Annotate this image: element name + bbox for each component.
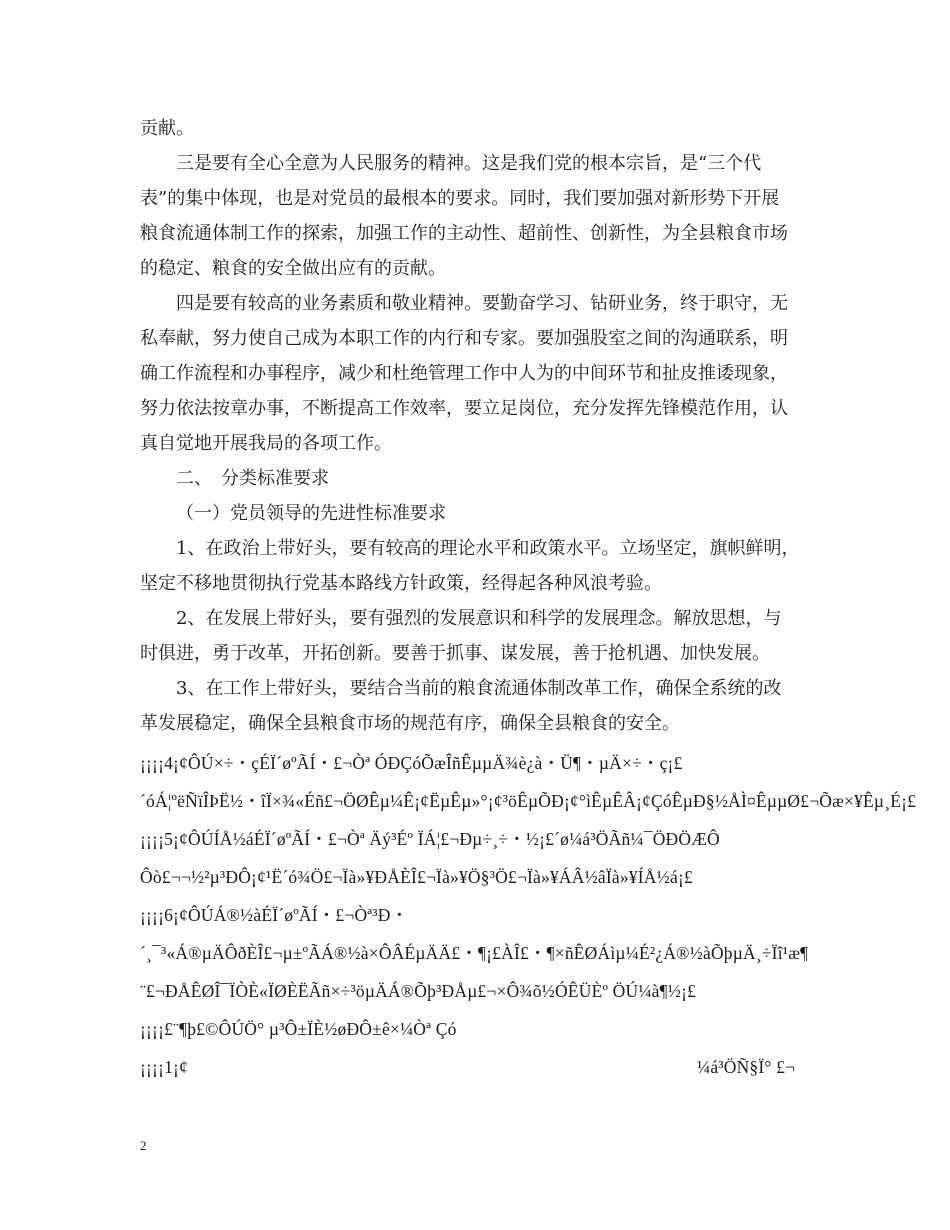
paragraph-3-start: 三是要有全心全意为人民服务的精神。这是我们党的根本宗旨，是“三个代 — [176, 153, 762, 174]
text-line: 真自觉地开展我局的各项工作。 — [140, 433, 392, 454]
garbled-line: ´óÁ¦ºëÑïÎÞË½・îÏ×¾«Éñ£¬ÖØÊµ¼Ê¡¢ËµÊµ»°¡¢³öÊµÕÐ¡¢°ìÊµÊÂ¡¢ÇóÊµÐ§½ÅÌ¤ÊµµØ£¬Õæ×¥Êµ¸É¡£ — [140, 791, 917, 811]
section-heading: 二、 分类标准要求 — [176, 468, 329, 489]
text-line: 时俱进，勇于改革，开拓创新。要善于抓事、谋发展，善于抢机遇、加快发展。 — [140, 643, 770, 664]
subsection-heading: （一）党员领导的先进性标准要求 — [176, 503, 446, 524]
text-line: 贡献。 — [140, 118, 194, 139]
text-line: 革发展稳定，确保全县粮食市场的规范有序，确保全县粮食的安全。 — [140, 713, 680, 734]
text-line: 的稳定、粮食的安全做出应有的贡献。 — [140, 258, 446, 279]
text-line: 粮食流通体制工作的探索，加强工作的主动性、超前性、创新性，为全县粮食市场 — [140, 223, 788, 244]
text-line: 私奉献，努力使自己成为本职工作的内行和专家。要加强股室之间的沟通联系，明 — [140, 328, 788, 349]
garbled-line: Ôò£¬¬½²µ³ÐÔ¡¢¹Ë´ó¾Ö£¬Ïà»¥ÐÅÈÎ£¬Ïà»¥Ö§³Ö£¬Ïà»¥ÁÂ½âÏà»¥ÍÅ½á¡£ — [140, 867, 693, 887]
garbled-line: ¡¡¡¡6¡¢ÔÚÁ®½àÉÏ´øºÃÍ・£¬Òª³Ð・ — [140, 905, 409, 925]
garbled-line: ´¸¯³«Á®µÄÔðÈÎ£¬µ±ºÃÁ®½à×ÔÂÉµÄÄ£・¶¡£ÀÎ£・¶×ñÊØÁìµ¼É²¿Á®½àÕþµÄ¸÷Ïî¹æ¶ — [140, 943, 809, 963]
garbled-line-tail: ¼á³ÖÑ§Ï° £¬ — [697, 1057, 796, 1077]
page-number: 2 — [140, 1138, 147, 1153]
garbled-line: ¡¡¡¡5¡¢ÔÚÍÅ½áÉÏ´øºÃÍ・£¬Òª Äý³Éº ÏÁ¦£¬Ðµ÷¸÷・½¡£´ø¼á³ÖÃñ¼¯ÖÐÖÆÔ — [140, 829, 720, 849]
text-line: 确工作流程和办事程序，减少和杜绝管理工作中人为的中间环节和扯皮推诿现象， — [140, 363, 788, 384]
garbled-line: ¨£¬ÐÅÊØÎ¯ÏÒÈ«ÏØÈËÃñ×÷³öµÄÁ®Õþ³ÐÅµ£¬×Ô¾õ½ÓÊÜÈº ÖÚ¼à¶½¡£ — [140, 981, 697, 1001]
item-2-start: 2、在发展上带好头，要有强烈的发展意识和科学的发展理念。解放思想，与 — [176, 608, 782, 629]
item-3-start: 3、在工作上带好头，要结合当前的粮食流通体制改革工作，确保全系统的改 — [176, 678, 782, 699]
item-1-start: 1、在政治上带好头，要有较高的理论水平和政策水平。立场坚定，旗帜鲜明， — [176, 538, 800, 559]
paragraph-4-start: 四是要有较高的业务素质和敬业精神。要勤奋学习、钻研业务，终于职守，无 — [176, 293, 788, 314]
text-line: 表”的集中体现，也是对党员的最根本的要求。同时，我们要加强对新形势下开展 — [140, 188, 780, 209]
text-line: 努力依法按章办事，不断提高工作效率，要立足岗位，充分发挥先锋模范作用，认 — [140, 398, 788, 419]
text-line: 坚定不移地贯彻执行党基本路线方针政策，经得起各种风浪考验。 — [140, 573, 662, 594]
garbled-line: ¡¡¡¡4¡¢ÔÚ×÷・çÉÏ´øºÃÍ・£¬Òª ÓÐÇóÕæÎñÊµµÄ¾è¿à・Ü¶・µÄ×÷・ç¡£ — [140, 753, 683, 773]
garbled-line: ¡¡¡¡£¨¶þ£©ÔÚÖ° µ³Ô±ÏÈ½øÐÔ±ê×¼Òª Çó — [140, 1019, 457, 1039]
garbled-line: ¡¡¡¡1¡¢ — [140, 1057, 189, 1077]
